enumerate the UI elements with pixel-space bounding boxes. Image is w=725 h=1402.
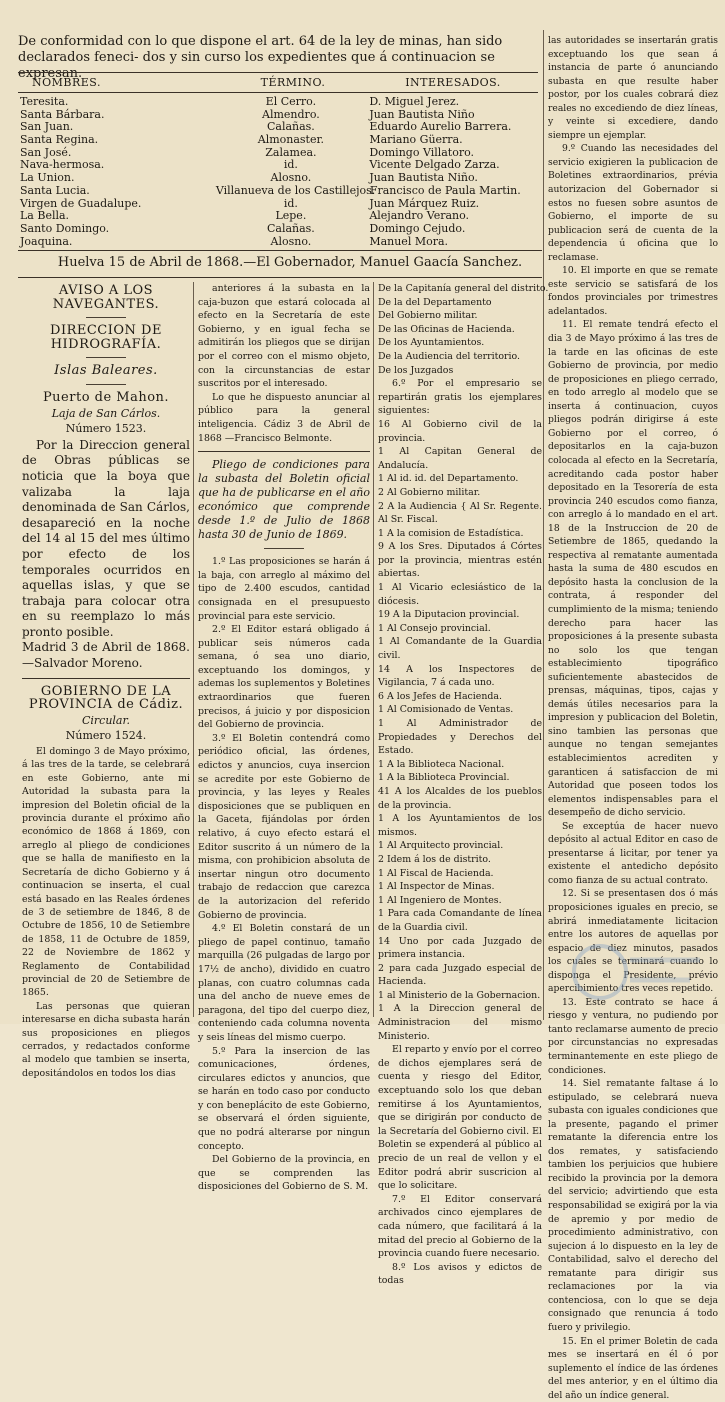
list-item: De las Oficinas de Hacienda. xyxy=(378,323,542,337)
mine-term: Calañas. xyxy=(216,223,365,236)
mine-interested: Juan Bautista Niño. xyxy=(365,172,538,185)
condition-12: 12. Si se presentasen dos ó más proposiciones iguales en precio, se abrirá inmediatamente licitacion entre los autores de aquellas por espacio de diez minutos, pasados los cuales se terminará cuando lo disponga el Presidente, prévio apercibimiento tres veces repetido. xyxy=(548,887,718,995)
table-row xyxy=(18,185,538,198)
list-item: 2 para cada Juzgado especial de Hacienda. xyxy=(378,962,542,989)
list-item: Del Gobierno militar. xyxy=(378,309,542,323)
condition-8: 8.º Los avisos y edictos de todas xyxy=(378,1261,542,1288)
list-item: 1 Al Administrador de Propiedades y Derechos del Estado. xyxy=(378,717,542,758)
condition-1: 1.º Las proposiciones se harán á la baja, con arreglo al máximo del tipo de 2.400 escudos, cantidad consignada en el presupuesto provincial para este servicio. xyxy=(198,555,370,623)
table-row xyxy=(18,210,538,223)
condition-4: 4.º El Boletin constará de un pliego de papel continuo, tamaño marquilla (26 pulgadas de largo por 17½ de ancho), dividido en cuatro planas, con cuatro columnas cada una del ancho de nueve emes de paragona, del tipo del cuerpo diez, conteniendo cada columna noventa y seis líneas del mismo cuerpo. xyxy=(198,922,370,1044)
mine-term: id. xyxy=(216,159,365,172)
list-item: 1 Al Fiscal de Hacienda. xyxy=(378,867,542,881)
condition-3: 3.º El Boletin contendrá como periódico oficial, las órdenes, edictos y anuncios, cuya insercion se acredite por este Gobierno de provincia, y las leyes y Reales disposiciones que se publiquen en la Gaceta, fijándolas por órden relativo, á cuyo efecto estará el Editor suscrito á un número de la misma, con prohibicion absoluta de insertar ningun otro documento trabajo de redaccion que carezca de la autorizacion del referido Gobierno de provincia. xyxy=(198,732,370,922)
divider xyxy=(22,678,190,679)
list-item: De la Capitanía general del distrito. xyxy=(378,282,542,296)
list-item: 14 Uno por cada Juzgado de primera instancia. xyxy=(378,935,542,962)
list-item: 1 Al Inspector de Minas. xyxy=(378,880,542,894)
mine-term: Alosno. xyxy=(216,172,365,185)
section-subtitle: DIRECCION DE HIDROGRAFÍA. xyxy=(22,324,190,351)
mine-term: Almendro. xyxy=(216,109,365,122)
column-divider xyxy=(543,30,544,1020)
table-row xyxy=(18,134,538,147)
list-item: 1 Al Capitan General de Andalucía. xyxy=(378,445,542,472)
mine-interested: Manuel Mora. xyxy=(365,236,538,249)
condition-7: El reparto y envío por el correo de dichos ejemplares será de cuenta y riesgo del Editor, exceptuando solo los que deban remitirse á los Ayuntamientos, que se dirigirán por conducto de la Secretaría del Gobierno civil. El Boletin se expenderá al público al precio de un real de vellon y el Editor podrá abrir suscricion al que lo solicitare. xyxy=(378,1043,542,1193)
table-row xyxy=(18,172,538,185)
list-item: De la del Departamento xyxy=(378,296,542,310)
list-item: 14 A los Inspectores de Vigilancia, 7 á cada uno. xyxy=(378,663,542,690)
divider xyxy=(86,317,126,318)
condition-15: 15. En el primer Boletin de cada mes se insertará en él ó por suplemento el índice de las órdenes del mes anterior, y en el último dia del año un índice general. xyxy=(548,1335,718,1402)
section-title: AVISO A LOS NAVEGANTES. xyxy=(22,284,190,311)
header-names: NOMBRES. xyxy=(18,76,218,89)
mine-interested: Juan Bautista Niño xyxy=(365,109,538,122)
circular-body: El domingo 3 de Mayo próximo, á las tres de la tarde, se celebrará en este Gobierno, ante mi Autoridad la subasta para la impresion del Boletin oficial de la provincia durante el próximo año económico de 1868 á 1869, con arreglo al pliego de condiciones que se halla de manifiesto en la Secretaría de dicho Gobierno y á continuacion se inserta, el cual está basado en las Reales órdenes de 3 de setiembre de 1846, 8 de Octubre de 1856, 10 de Setiembre de 1858, 11 de Octubre de 1859, 22 de Noviembre de 1862 y Reglamento de Contabilidad provincial de 20 de Setiembre de 1865. xyxy=(22,745,190,1000)
circular-body-2: Las personas que quieran interesarse en dicha subasta harán sus proposiciones en pliegos cerrados, y redactados conforme al modelo que tambien se inserta, depositándolos en todos los dias xyxy=(22,1000,190,1080)
left-column xyxy=(22,282,190,1080)
mine-term: Villanueva de los Castillejos. xyxy=(216,185,366,198)
header-interested: INTERESADOS. xyxy=(368,76,538,89)
port-heading: Puerto de Mahon. xyxy=(22,391,190,405)
column-divider xyxy=(193,282,194,1017)
middle-column xyxy=(198,282,370,1194)
mine-name: La Bella. xyxy=(18,210,216,223)
list-item: 19 A la Diputacion provincial. xyxy=(378,608,542,622)
list-item: 2 A la Audiencia { Al Sr. Regente. Al Sr. Fiscal. xyxy=(378,500,542,527)
condition-9: 9.º Cuando las necesidades del servicio exigieren la publicacion de Boletines extraordinarios, prévia autorizacion del Gobernador si estos no fuesen sobre asuntos de Gobierno, el importe de su publicacion será de cuenta de la dependencia ú oficina que lo reclamase. xyxy=(548,142,718,264)
list-item: 1 A los Ayuntamientos de los mismos. xyxy=(378,812,542,839)
mine-interested: Mariano Güerra. xyxy=(365,134,538,147)
mine-term: El Cerro. xyxy=(216,96,365,109)
list-item: 1 Para cada Comandante de línea de la Guardia civil. xyxy=(378,907,542,934)
divider xyxy=(198,451,370,452)
authority-list xyxy=(378,282,542,377)
mine-name: Virgen de Guadalupe. xyxy=(18,198,216,211)
divider xyxy=(264,548,304,549)
paragraph: las autoridades se insertarán gratis exceptuando los que sean á instancia de parte ó anunciando subasta en que resulte haber postor, por los cuales cobrará diez reales no excediendo de diez líneas, y veinte si excediere, dando siempre un ejemplar. xyxy=(548,34,718,142)
mine-interested: Alejandro Verano. xyxy=(365,210,538,223)
condition-5: 5.º Para la insercion de las comunicaciones, órdenes, circulares edictos y anuncios, que se harán en todo caso por conducto y con beneplácito de este Gobierno, se observará el órden siguiente, que no podrá alterarse por ningun concepto. xyxy=(198,1045,370,1154)
intro-text: De conformidad con lo que dispone el art. 64 de la ley de minas, han sido declarados feneci- dos y sin curso los expedientes que á continuacion se expresan. xyxy=(18,34,538,82)
table-header xyxy=(18,72,538,93)
list-item: 1 Al id. id. del Departamento. xyxy=(378,472,542,486)
mine-interested: Juan Márquez Ruiz. xyxy=(365,198,538,211)
distribution-list xyxy=(378,418,542,1043)
mine-name: Nava-hermosa. xyxy=(18,159,216,172)
cala-heading: Laja de San Cárlos. xyxy=(22,407,190,421)
governor-signature: Huelva 15 de Abril de 1868.—El Gobernador, Manuel Gaacía Sanchez. xyxy=(40,255,540,270)
mine-interested: Domingo Villatoro. xyxy=(365,147,538,160)
list-item: 16 Al Gobierno civil de la provincia. xyxy=(378,418,542,445)
list-item: 1 Al Arquitecto provincial. xyxy=(378,839,542,853)
condition-13: 13. Este contrato se hace á riesgo y ventura, no pudiendo por tanto reclamarse aumento de precio por circunstancias no expresadas terminantemente en este pliego de condiciones. xyxy=(548,996,718,1077)
mine-interested: D. Miguel Jerez. xyxy=(365,96,538,109)
condition-2: 2.º El Editor estará obligado á publicar seis números cada semana, ó sea uno diario, exceptuando los domingos, y ademas los suplementos y Boletines extraordinarios que fueren precisos, á juicio y por disposicion del Gobierno de provincia. xyxy=(198,623,370,732)
condition-11: 11. El remate tendrá efecto el dia 3 de Mayo próximo á las tres de la tarde en las oficinas de este Gobierno de provincia, por medio de proposiciones en pliego cerrado, en todo arreglo al modelo que se inserta á continuacion, cuyos pliegos podrán dirigirse á este Gobierno por el correo, ó depositarlos en la caja-buzon colocada al efecto en la Secretaría, acreditando cada postor haber depositado en la Tesorería de esta provincia 240 escudos como fianza, con arreglo á lo mandado en el art. 18 de la Instruccion de 20 de Setiembre de 1865, quedando la respectiva al rematante aumentada hasta la suma de 480 escudos en depósito hasta la conclusion de la contrata, á responder del cumplimiento de la misma; teniendo derecho para hacer las proposiciones á la presente subasta no solo los que tengan establecimiento tipográfico suficientemente abastecidos de prensas, máquinas, tipos, cajas y demás útiles necesarios para la impresion y publicacion del Boletin, sino tambien las personas que aunque no tengan semejantes establecimientos acrediten y garanticen á satisfaccion de mi Autoridad que poseen todos los elementos indispensables para el desempeño de dicho servicio. xyxy=(548,318,718,819)
list-item: 6 A los Jefes de Hacienda. xyxy=(378,690,542,704)
right-column xyxy=(378,282,542,1288)
mine-term: Almonaster. xyxy=(216,134,365,147)
list-item: 1 Al Comisionado de Ventas. xyxy=(378,703,542,717)
table-body xyxy=(18,93,538,248)
list-item: 1 A la comision de Estadística. xyxy=(378,527,542,541)
table-row xyxy=(18,96,538,109)
mine-term: id. xyxy=(216,198,365,211)
paragraph: Lo que he dispuesto anunciar al público para la general inteligencia. Cádiz 3 de Abril de 1868 —Francisco Belmonte. xyxy=(198,391,370,445)
mine-term: Calañas. xyxy=(216,121,365,134)
condition-6: 6.º Por el empresario se repartirán gratis los ejemplares siguientes: xyxy=(378,377,542,418)
list-item: 41 A los Alcaldes de los pueblos de la provincia. xyxy=(378,785,542,812)
mine-interested: Francisco de Paula Martin. xyxy=(366,185,538,198)
table-row xyxy=(18,223,538,236)
mine-name: La Union. xyxy=(18,172,216,185)
condition-7b: 7.º El Editor conservará archivados cinco ejemplares de cada número, que facilitará á la mitad del precio al Gobierno de la provincia cuando fuere necesario. xyxy=(378,1193,542,1261)
mine-name: Santa Regina. xyxy=(18,134,216,147)
list-item: 1 Al Comandante de la Guardia civil. xyxy=(378,635,542,662)
list-item: 1 A la Direccion general de Administracion del mismo Ministerio. xyxy=(378,1002,542,1043)
mine-name: Santa Lucia. xyxy=(18,185,216,198)
divider xyxy=(86,384,126,385)
mine-name: Santo Domingo. xyxy=(18,223,216,236)
mine-term: Zalamea. xyxy=(216,147,365,160)
notice-signature: Madrid 3 de Abril de 1868. —Salvador Moreno. xyxy=(22,640,190,671)
circular-number: Número 1524. xyxy=(22,729,190,743)
government-heading: GOBIERNO DE LA PROVINCIA de Cádiz. xyxy=(22,685,190,712)
divider xyxy=(18,277,542,278)
mine-name: San Juan. xyxy=(18,121,216,134)
mine-interested: Vicente Delgado Zarza. xyxy=(365,159,538,172)
mine-name: San José. xyxy=(18,147,216,160)
header-term: TÉRMINO. xyxy=(218,76,368,89)
divider xyxy=(18,250,542,251)
list-item: 1 Al Ingeniero de Montes. xyxy=(378,894,542,908)
column-divider xyxy=(373,282,374,1017)
list-item: 1 al Ministerio de la Gobernacion. xyxy=(378,989,542,1003)
list-item: 1 A la Biblioteca Nacional. xyxy=(378,758,542,772)
list-item: 1 Al Consejo provincial. xyxy=(378,622,542,636)
condition-5b: Del Gobierno de la provincia, en que se comprenden las disposiciones del Gobierno de S. M. xyxy=(198,1153,370,1194)
list-item: 2 Idem á los de distrito. xyxy=(378,853,542,867)
mine-interested: Eduardo Aurelio Barrera. xyxy=(365,121,538,134)
region-heading: Islas Baleares. xyxy=(22,364,190,378)
mine-term: Alosno. xyxy=(216,236,365,249)
condition-14: 14. Siel rematante faltase á lo estipulado, se celebrará nueva subasta con iguales condiciones que la presente, pagando el primer rematante la diferencia entre los dos remates, y satisfaciendo tambien los perjuicios que hubiere recibido la provincia por la demora del servicio; advirtiendo que esta responsabilidad se exigirá por la via de apremio y por medio de procedimiento administrativo, con sujecion á lo dispuesto en la ley de Contabilidad, salvo el derecho del rematante para dirigir sus reclamaciones por la via contenciosa, con lo que se deja consignado que renuncia á todo fuero y privilegio. xyxy=(548,1077,718,1334)
conditions-title: Pliego de condiciones para la subasta del Boletin oficial que ha de publicarse en el año económico que comprende desde 1.º de Julio de 1868 hasta 30 de Junio de 1869. xyxy=(198,458,370,542)
condition-10: 10. El importe en que se remate este servicio se satisfará de los fondos provinciales por trimestres adelantados. xyxy=(548,264,718,318)
list-item: 1 Al Vicario eclesiástico de la diócesis. xyxy=(378,581,542,608)
mine-name: Joaquina. xyxy=(18,236,216,249)
mine-interested: Domingo Cejudo. xyxy=(365,223,538,236)
list-item: 2 Al Gobierno militar. xyxy=(378,486,542,500)
list-item: De la Audiencia del territorio. xyxy=(378,350,542,364)
list-item: De los Ayuntamientos. xyxy=(378,336,542,350)
list-item: De los Juzgados xyxy=(378,364,542,378)
list-item: 1 A la Biblioteca Provincial. xyxy=(378,771,542,785)
notice-body: Por la Direccion general de Obras públicas se noticia que la boya que valizaba la laja denominada de San Cárlos, desapareció en la noche del 14 al 15 del mes último por efecto de los temporales ocurridos en aquellas islas, y que se trabaja para colocar otra en su reemplazo lo más pronto posible. xyxy=(22,438,190,641)
far-right-column xyxy=(548,34,718,1402)
circular-heading: Circular. xyxy=(22,714,190,728)
library-stamp-icon xyxy=(560,930,710,1010)
divider xyxy=(86,357,126,358)
mine-name: Teresita. xyxy=(18,96,216,109)
mines-table xyxy=(18,72,538,248)
table-row xyxy=(18,236,538,249)
paragraph: anteriores á la subasta en la caja-buzon que estará colocada al efecto en la Secretaría de este Gobierno, y en igual fecha se admitirán los pliegos que se dirijan por el correo con el mismo objeto, con la circunstancias de estar suscritos por el interesado. xyxy=(198,282,370,391)
mine-term: Lepe. xyxy=(216,210,365,223)
list-item: 9 A los Sres. Diputados á Córtes por la provincia, mientras estén abiertas. xyxy=(378,540,542,581)
notice-number: Número 1523. xyxy=(22,422,190,436)
mine-name: Santa Bárbara. xyxy=(18,109,216,122)
condition-11b: Se exceptúa de hacer nuevo depósito al actual Editor en caso de presentarse á licitar, por tener ya existente el antedicho depósito como fianza de su actual contrato. xyxy=(548,820,718,888)
